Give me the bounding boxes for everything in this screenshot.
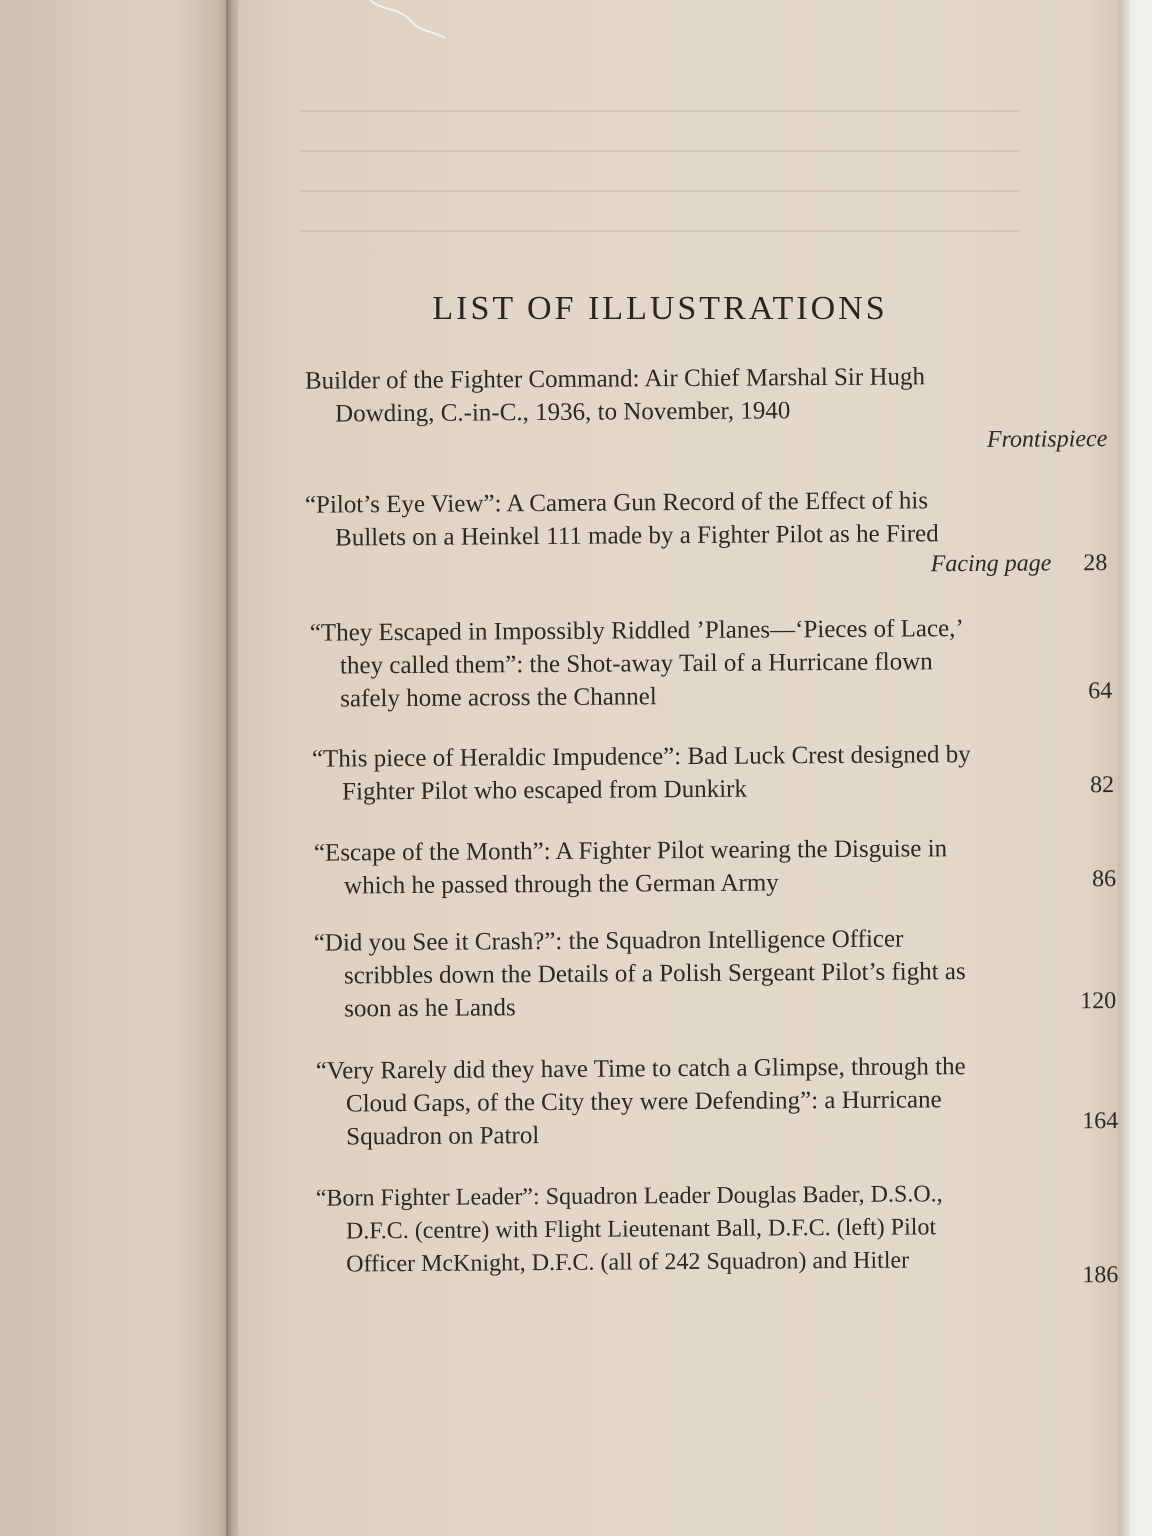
page-number: 64 bbox=[1088, 678, 1113, 705]
list-item bbox=[304, 483, 1108, 578]
list-item bbox=[315, 1177, 1119, 1289]
illustration-caption: Builder of the Fighter Command: Air Chief Marshal Sir Hugh Dowding, C.-in-C., 1936, to November, 1940 bbox=[304, 363, 926, 428]
list-item bbox=[313, 921, 1117, 1025]
page-number: 28 bbox=[1083, 550, 1108, 577]
page-number: 82 bbox=[1090, 772, 1115, 799]
page-reference bbox=[1090, 769, 1114, 802]
page-number: 164 bbox=[1082, 1108, 1119, 1135]
illustration-caption: “Did you See it Crash?”: the Squadron Intelligence Officer scribbles down the Details of a Polish Sergeant Pilot’s fight as soon as he Lands bbox=[313, 925, 966, 1023]
illustration-caption: “This piece of Heraldic Impudence”: Bad Luck Crest designed by Fighter Pilot who escaped from Dunkirk bbox=[311, 741, 971, 806]
page-reference bbox=[931, 547, 1108, 581]
location-label: Frontispiece bbox=[986, 426, 1108, 453]
page-title: LIST OF ILLUSTRATIONS bbox=[432, 290, 888, 327]
list-item bbox=[311, 737, 1115, 808]
list-item bbox=[309, 611, 1113, 715]
list-item bbox=[313, 831, 1117, 902]
page-number: 186 bbox=[1082, 1262, 1119, 1289]
illustration-caption: “Escape of the Month”: A Fighter Pilot wearing the Disguise in which he passed through the German Army bbox=[313, 835, 948, 900]
illustration-caption: “Very Rarely did they have Time to catch a Glimpse, through the Cloud Gaps, of the City they were Defending”: a Hurricane Squadron on Patrol bbox=[315, 1053, 966, 1151]
page-number: 120 bbox=[1080, 988, 1117, 1015]
page-reference bbox=[1080, 985, 1116, 1018]
illustration-caption: “Pilot’s Eye View”: A Camera Gun Record of the Effect of his Bullets on a Heinkel 111 made by a Fighter Pilot as he Fired bbox=[304, 487, 939, 552]
page-reference bbox=[1092, 863, 1116, 896]
page-reference bbox=[1082, 1259, 1118, 1292]
list-item bbox=[304, 359, 1108, 453]
page-reference bbox=[987, 423, 1108, 457]
location-label: Facing page bbox=[930, 550, 1052, 578]
page-number: 86 bbox=[1092, 866, 1117, 893]
list-item bbox=[315, 1049, 1119, 1153]
page-reference bbox=[1088, 675, 1112, 708]
illustration-caption: “Born Fighter Leader”: Squadron Leader Douglas Bader, D.S.O., D.F.C. (centre) with Flight Lieutenant Ball, D.F.C. (left) Pilot Officer McKnight, D.F.C. (all of 242 Squadron) and Hitler bbox=[315, 1181, 943, 1278]
illustration-caption: “They Escaped in Impossibly Riddled ’Planes—‘Pieces of Lace,’ they called them”: the Shot-away Tail of a Hurricane flown safely home across the Channel bbox=[309, 615, 962, 713]
page-reference bbox=[1082, 1105, 1118, 1138]
